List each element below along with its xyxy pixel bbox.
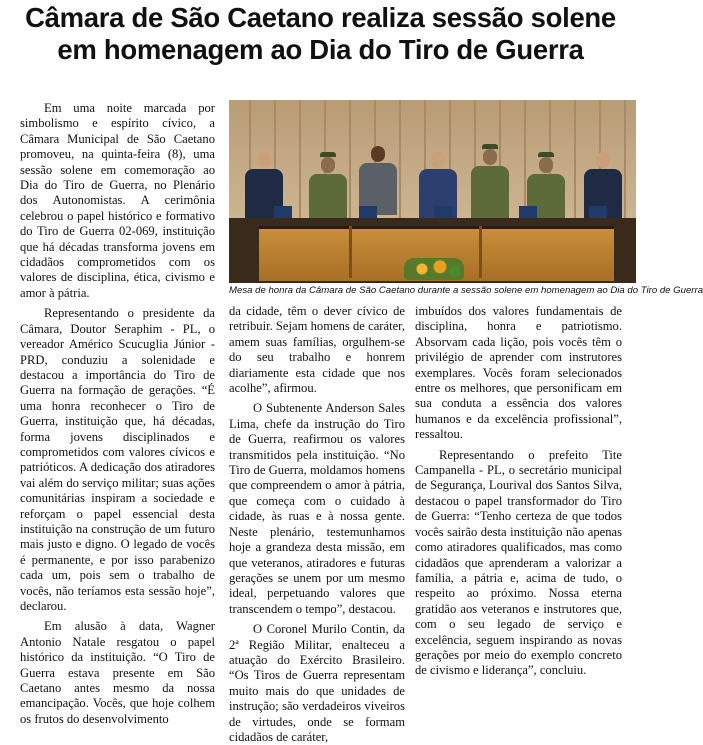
paragraph: O Subtenente Anderson Sales Lima, chefe da instrução do Tiro de Guerra, reafirmou os valores transmitidos pela instituição. “No Tiro de Guerra, moldamos homens que compreendem o amor à pátria, que começa com o cuidado à cidade, às ruas e à nossa gente. Neste plenário, testemunhamos hoje a grandeza desta missão, em que veteranos, atiradores e futuras gerações se unem por um mesmo ideal, perpetuando valores que transcendem o tempo”, destacou. (229, 401, 405, 616)
article-column-2 (229, 304, 405, 744)
paragraph: Representando o prefeito Tite Campanella - PL, o secretário municipal de Segurança, Lourival dos Santos Silva, destacou o papel transformador do Tiro de Guerra: “Tenho certeza de que todos vocês sairão desta instituição não apenas como atiradores qualificados, mas como cidadãos que aprenderam a valorizar a família, a pátria e, acima de tudo, o respeito ao próximo. Nossa eterna gratidão aos veteranos e instrutores que, com o seu legado de serviço e excelência, seguem inspirando as novas gerações por meio do exemplo concreto de civismo e liderança”, concluiu. (415, 447, 622, 678)
person-figure (359, 146, 397, 215)
person-figure (309, 152, 347, 226)
paragraph: Em uma noite marcada por simbolismo e espírito cívico, a Câmara Municipal de São Caetano promoveu, na quinta-feira (8), uma sessão solene em comemoração ao Dia do Tiro de Guerra, no Plenário dos Autonomistas. A cerimônia celebrou o papel histórico e formativo do Tiro de Guerra 02-069, instituição que há décadas transforma jovens em cidadãos comprometidos com os valores de disciplina, ética, civismo e amor à pátria. (20, 101, 215, 300)
paragraph: da cidade, têm o dever cívico de retribuir. Sejam homens de caráter, amem suas famílias, orgulhem-se do seu trabalho e honrem diariamente esta cidade que nos acolhe”, afirmou. (229, 304, 405, 396)
photo-caption: Mesa de honra da Câmara de São Caetano durante a sessão solene em homenagem ao Dia do Tiro de Guerra (229, 285, 703, 296)
headline (0, 2, 641, 66)
paragraph: O Coronel Murilo Contin, da 2ª Região Militar, enalteceu a atuação do Exército Brasileiro. “Os Tiros de Guerra representam muito mais do que unidades de instrução; são verdadeiros viveiros de virtudes, onde se formam cidadãos de caráter, (229, 622, 405, 744)
person-figure (471, 144, 509, 226)
paragraph: imbuídos dos valores fundamentais de disciplina, honra e patriotismo. Absorvam cada lição, pois vocês têm o privilégio de aprender com instrutores exemplares. Vocês foram selecionados entre os melhores, que personificam em sua conduta a essência dos valores humanos e da excelência profissional”, ressaltou. (415, 304, 622, 442)
paragraph: Em alusão à data, Wagner Antonio Natale resgatou o papel histórico da instituição. “O Tiro de Guerra estava presente em São Caetano antes mesmo da nossa emancipação. Vocês, que hoje colhem os frutos do desenvolvimento (20, 619, 215, 726)
paragraph: Representando o presidente da Câmara, Doutor Seraphim - PL, o vereador Américo Scucuglia Júnior - PRD, conduziu a solenidade e destacou a importância do Tiro de Guerra na formação de gerações. “É uma honra reconhecer o Tiro de Guerra, instituição que, há décadas, forma jovens disciplinados e comprometidos com valores cívicos e patrióticos. A dedicação dos atiradores vai além do serviço militar; suas ações comunitárias inspiram a sociedade e reforçam o papel essencial desta instituição na construção de um futuro mais justo e digno. O legado de vocês é permanente, e por isso parabenizo cada um, pois sem o trabalho de vocês, não teríamos esta sessão hoje”, declarou. (20, 306, 215, 613)
headline-line-2: em homenagem ao Dia do Tiro de Guerra (57, 34, 584, 65)
headline-line-1: Câmara de São Caetano realiza sessão solene (25, 2, 616, 33)
article-column-3 (415, 304, 622, 740)
article-column-1 (20, 101, 215, 741)
flower-arrangement (404, 258, 464, 280)
article-photo (229, 100, 636, 283)
